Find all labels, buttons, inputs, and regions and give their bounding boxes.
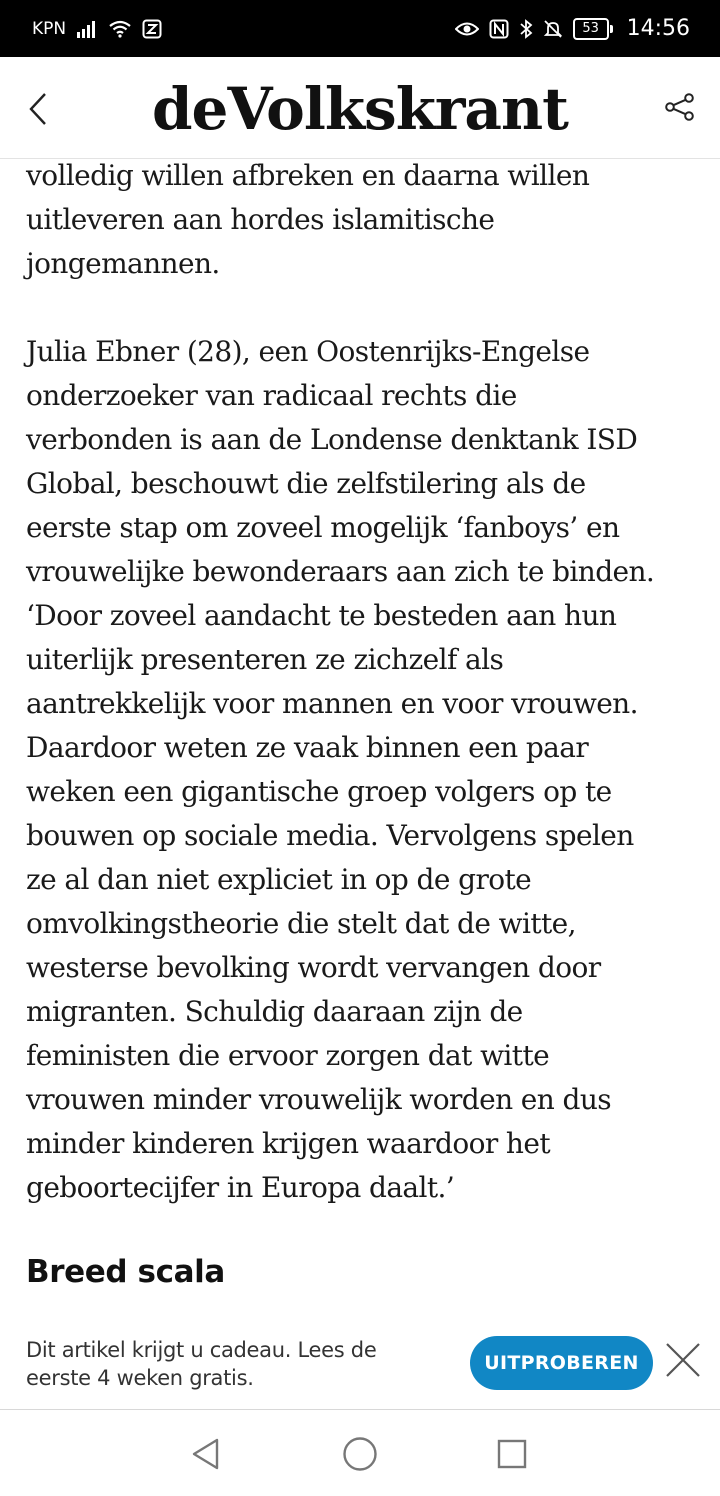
nav-back-button[interactable] — [183, 1431, 229, 1477]
masthead-logo: deVolkskrant — [152, 75, 568, 143]
battery-level: 53 — [573, 18, 609, 40]
paragraph-line: minder kinderen krijgen waardoor het — [26, 1127, 550, 1160]
signal-icon — [76, 20, 98, 38]
nfc-icon — [489, 19, 509, 39]
status-left — [32, 19, 162, 39]
article-paragraph — [26, 154, 706, 286]
nav-back-icon — [190, 1437, 222, 1471]
article-paragraph — [26, 330, 706, 1210]
paragraph-line: feministen die ervoor zorgen dat witte — [26, 1039, 550, 1072]
paragraph-line: Global, beschouwt die zelfstilering als de — [26, 467, 586, 500]
share-button[interactable] — [660, 87, 700, 127]
close-promo-button[interactable] — [663, 1340, 703, 1380]
paragraph-line: eerste stap om zoveel mogelijk ‘fanboys’ en — [26, 511, 620, 544]
app-header — [0, 57, 720, 159]
bluetooth-icon — [519, 19, 533, 39]
promo-line: Dit artikel krijgt u cadeau. Lees de — [26, 1338, 377, 1362]
nav-home-icon — [342, 1436, 378, 1472]
paragraph-line: ze al dan niet expliciet in op de grote — [26, 863, 532, 896]
paragraph-line: aantrekkelijk voor mannen en voor vrouwen. — [26, 687, 638, 720]
paragraph-line: westerse bevolking wordt vervangen door — [26, 951, 601, 984]
paragraph-line: volledig willen afbreken en daarna willen — [26, 159, 590, 192]
paragraph-line: vrouwen minder vrouwelijk worden en dus — [26, 1083, 612, 1116]
carrier-label: KPN — [32, 18, 67, 39]
wifi-icon — [108, 20, 132, 38]
nav-home-button[interactable] — [337, 1431, 383, 1477]
share-icon — [665, 93, 695, 121]
try-button[interactable]: UITPROBEREN — [470, 1336, 653, 1390]
paragraph-line: jongemannen. — [26, 247, 220, 280]
section-subheading: Breed scala — [26, 1254, 225, 1290]
paragraph-line: Daardoor weten ze vaak binnen een paar — [26, 731, 589, 764]
paragraph-line: Julia Ebner (28), een Oostenrijks-Engelse — [26, 335, 590, 368]
paragraph-line: omvolkingstheorie die stelt dat de witte, — [26, 907, 576, 940]
mute-icon — [543, 19, 563, 39]
status-right — [455, 16, 690, 41]
promo-banner — [0, 1318, 720, 1410]
nav-recents-icon — [496, 1438, 528, 1470]
system-nav-bar — [0, 1411, 720, 1496]
eye-icon — [455, 20, 479, 38]
paragraph-line: weken een gigantische groep volgers op te — [26, 775, 612, 808]
status-bar — [0, 0, 720, 57]
article-body — [26, 154, 706, 1290]
promo-line: eerste 4 weken gratis. — [26, 1366, 254, 1390]
paragraph-line: ‘Door zoveel aandacht te besteden aan hun — [26, 599, 617, 632]
paragraph-line: uitleveren aan hordes islamitische — [26, 203, 495, 236]
paragraph-line: migranten. Schuldig daaraan zijn de — [26, 995, 523, 1028]
nav-recents-button[interactable] — [489, 1431, 535, 1477]
battery-icon — [573, 18, 613, 40]
promo-text — [26, 1336, 446, 1392]
paragraph-line: verbonden is aan de Londense denktank ISD — [26, 423, 638, 456]
paragraph-line: uiterlijk presenteren ze zichzelf als — [26, 643, 504, 676]
paragraph-line: vrouwelijke bewonderaars aan zich te binden. — [26, 555, 655, 588]
paragraph-line: bouwen op sociale media. Vervolgens spelen — [26, 819, 634, 852]
close-icon — [664, 1341, 702, 1379]
paragraph-line: onderzoeker van radicaal rechts die — [26, 379, 517, 412]
nfc-square-icon — [142, 19, 162, 39]
status-clock: 14:56 — [626, 16, 690, 41]
paragraph-line: geboortecijfer in Europa daalt.’ — [26, 1171, 455, 1204]
